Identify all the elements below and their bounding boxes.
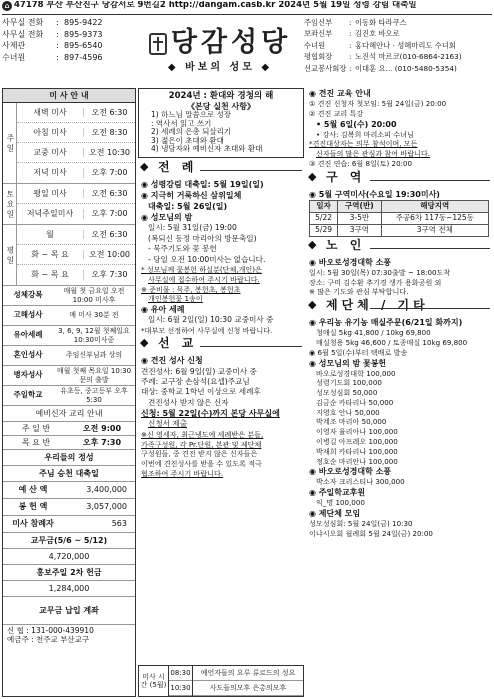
stat-label: 미사 참례자 bbox=[12, 519, 54, 529]
location-icon: ⌂ bbox=[2, 1, 12, 11]
staff bbox=[304, 63, 492, 75]
separator: : bbox=[349, 17, 352, 27]
right-column bbox=[306, 88, 492, 697]
mass-row bbox=[17, 184, 135, 204]
staff-value: 이동화 타라쿠스 bbox=[355, 17, 407, 27]
liturgy-line: ※ 준비물 : 묵주, 봉헌초, 봉헌초 bbox=[141, 284, 241, 294]
mass-time: 오전 8:30 bbox=[83, 128, 135, 137]
elder-line: ◉ 바오로성경대학 소풍 bbox=[309, 257, 392, 267]
group-line: 성모성심회 50,000 bbox=[316, 388, 378, 398]
contact-key: 수녀원 bbox=[2, 52, 26, 62]
mission-line: 대상: 중학교 1학년 이상으로 세례후 bbox=[141, 387, 261, 397]
sacrament-row bbox=[3, 326, 135, 346]
theme-title: 2024년 : 환대와 경청의 해 bbox=[168, 91, 274, 101]
section-mission: ◆ 선 교 bbox=[138, 337, 304, 355]
preparation-class: 주 일 반 bbox=[21, 423, 51, 433]
mass-name: 월 bbox=[46, 229, 54, 239]
liturgy-line: ◉ 유아 세례 bbox=[141, 305, 185, 315]
mass-row bbox=[17, 163, 135, 183]
edu-line: ① 견진 신청자 첫모임: 5월 24일(금) 20:00 bbox=[309, 99, 447, 109]
staff-value: 이대훈 요... (010-5480-5354) bbox=[355, 63, 457, 73]
mission-line: ◉ 견진 성사 신청 bbox=[141, 356, 203, 366]
staff-list bbox=[304, 17, 492, 75]
contact-list bbox=[2, 17, 136, 63]
separator: : bbox=[56, 41, 59, 51]
mass-row bbox=[17, 103, 135, 123]
edu-line: • 강사: 김복희 마리소피 수녀님 bbox=[316, 129, 414, 139]
contact bbox=[2, 29, 136, 41]
table-row bbox=[310, 212, 489, 224]
district-subtitle: ◉ 5월 구역미사(수요일 19:30미사) bbox=[309, 189, 440, 199]
separator: : bbox=[56, 18, 59, 28]
group-line: 성모성심회: 5월 24일(금) 10:30 bbox=[309, 519, 413, 529]
staff bbox=[304, 17, 492, 29]
liturgy-line: ◉ 지극히 거룩하신 삼위일체 bbox=[141, 191, 242, 201]
mass-name: 화 ~ 목 요 bbox=[31, 249, 69, 259]
stat-value: 3,057,000 bbox=[86, 502, 127, 512]
liturgy-line: 일시: 6월 2일(일) 10:30 교중미사 중 bbox=[148, 315, 274, 325]
account-line: 예금주 : 천주교 부산교구 bbox=[7, 634, 90, 644]
cross-icon bbox=[149, 33, 167, 55]
group-line: 김금순 카타리나 50,000 bbox=[316, 397, 394, 407]
staff bbox=[304, 52, 492, 64]
schedule-box bbox=[138, 665, 304, 697]
mission-line: 구성원들, 중 견진 받지 않은 신자들은 bbox=[141, 449, 258, 459]
stat-label: 봉 헌 액 bbox=[18, 502, 48, 512]
sacrament-name: 혼인성사 bbox=[13, 350, 43, 360]
sacrament-row bbox=[3, 346, 135, 366]
staff bbox=[304, 29, 492, 41]
mass-row bbox=[17, 265, 135, 285]
sacrament-row bbox=[3, 366, 135, 386]
edu-line: ③ 견진 연습: 6월 8일(토) 20:00 bbox=[309, 158, 412, 168]
edu-title: ◉ 견진 교육 안내 bbox=[309, 89, 371, 98]
mass-time: 오전 6:30 bbox=[83, 189, 135, 198]
preparation-class: 목 요 반 bbox=[21, 437, 51, 447]
account-info bbox=[3, 625, 135, 646]
sacrament-name: 병자성사 bbox=[13, 370, 43, 380]
mass-title: 미 사 안 내 bbox=[3, 89, 135, 103]
group-line: 익_명 100,000 bbox=[316, 498, 365, 508]
sacrament-row bbox=[3, 386, 135, 406]
staff-key: 선교봉사회장 bbox=[304, 63, 347, 73]
section-district: ◆ 구 역 bbox=[306, 171, 492, 189]
account-title: 교무금 납입 계좌 bbox=[3, 597, 135, 625]
contact bbox=[2, 40, 136, 52]
contact-value: 895-6540 bbox=[64, 41, 103, 51]
mass-side-label: 주 일 bbox=[3, 103, 17, 183]
staff-key: 수녀원 bbox=[304, 40, 326, 50]
section-elder: ◆ 노 인 bbox=[306, 239, 492, 257]
elder-line: 일시: 5월 30일(목) 07:30출발 ~ 18:00도착 bbox=[309, 267, 451, 277]
theme-item: 3) 젊은이 초대와 환대 bbox=[151, 135, 224, 145]
section-groups: ◆ 제단체 / 기타 bbox=[306, 299, 492, 317]
sacrament-detail: 3, 6, 9, 12월 첫째일요 10:30미사중 bbox=[58, 327, 130, 344]
staff-value: 노진석 마르코(010-6864-2163) bbox=[355, 52, 462, 62]
district-table bbox=[309, 200, 489, 237]
mass-saturday bbox=[3, 184, 135, 225]
stat-value: 563 bbox=[111, 519, 127, 529]
theme-item: 4) 냉담자와 예비신자 초대와 환대 bbox=[151, 144, 263, 154]
group-line: ◉ 바오로성경대학 소풍 bbox=[309, 467, 392, 477]
mass-time: 오후 7:00 bbox=[83, 209, 135, 218]
parish-subtitle: ◆ 바보의 성모 ◆ bbox=[167, 62, 273, 74]
mass-time: 오전 10:30 bbox=[83, 148, 135, 157]
account-line: 신 협 : 131-000-439910 bbox=[7, 626, 94, 635]
mission-line: 협조하여 주시기 바랍니다. bbox=[141, 469, 224, 479]
stat-row bbox=[3, 516, 135, 533]
theme-item: 2) 세례의 은총 되살리기 bbox=[151, 127, 232, 137]
table-cell: 5/29 bbox=[310, 224, 338, 236]
sacrament-row bbox=[3, 306, 135, 326]
parish-title: 당감성당 bbox=[140, 27, 300, 58]
group-line: 바오로성경대학 100,000 bbox=[316, 368, 396, 378]
mass-row bbox=[17, 225, 135, 245]
edu-line: *견진대상자는 의무 참석이며, 모든 bbox=[309, 139, 418, 149]
staff-value: 김진호 바오로 bbox=[355, 29, 400, 39]
group-line: 지영호 안나 50,000 bbox=[316, 407, 380, 417]
separator: : bbox=[349, 63, 352, 73]
group-line: ◉ 주일학교후원 bbox=[309, 488, 366, 498]
liturgy-line: 사무실에 접수하여 주시기 바랍니다. bbox=[148, 274, 260, 284]
table-header: 일자 bbox=[310, 200, 338, 212]
schedule-time: 10:30 bbox=[169, 681, 192, 696]
separator: : bbox=[349, 29, 352, 39]
edu-line: 신자들의 많은 관심과 참여 바랍니다. bbox=[316, 149, 431, 159]
preparation-title: 예비신자 교리 안내 bbox=[3, 406, 135, 422]
edu-line: ② 견진 교리 특강 bbox=[309, 108, 364, 118]
mass-time: 오후 7:00 bbox=[83, 168, 135, 177]
contact-key: 사무실 전화 bbox=[2, 18, 44, 28]
separator: : bbox=[56, 52, 59, 62]
staff-key: 주임신부 bbox=[304, 17, 333, 27]
mission-line: 신청서 제출 bbox=[148, 419, 188, 429]
mass-name: 저녁 미사 bbox=[33, 168, 67, 178]
mission-line: 주례: 교구장 손삼석(요셉)주교님 bbox=[141, 376, 250, 386]
group-line: ◉ 제단체 모임 bbox=[309, 509, 361, 518]
mission-line: 견진성사 받지 않은 신자 bbox=[148, 397, 229, 407]
mass-name: 평일 미사 bbox=[33, 188, 67, 198]
mass-row bbox=[17, 204, 135, 224]
schedule-time: 08:30 bbox=[169, 666, 192, 681]
sacrament-name: 성체강복 bbox=[13, 290, 43, 300]
mass-weekdays bbox=[3, 225, 135, 286]
edu-line: • 5월 6일(수) 20:00 bbox=[316, 119, 397, 129]
table-cell: 3구역 전체 bbox=[381, 224, 488, 236]
separator: : bbox=[56, 29, 59, 39]
sacrament-detail: 매월 첫째 목요일 10:30 문의 출발 bbox=[56, 367, 132, 384]
table-cell: 3-5반 bbox=[338, 212, 381, 224]
sacrament-name: 주일학교 bbox=[13, 390, 43, 400]
group-line: 박계조 마리아 50,000 bbox=[316, 417, 387, 427]
table-header: 구역(반) bbox=[338, 200, 381, 212]
sacrament-name: 유아세례 bbox=[13, 330, 43, 340]
group-line: ◉ 6월 5일(수)부터 택배로 발송 bbox=[309, 347, 408, 357]
contact bbox=[2, 17, 136, 29]
mass-name: 화 ~ 목 요 bbox=[31, 270, 69, 280]
mass-name: 저녁주일미사 bbox=[26, 209, 74, 219]
contact bbox=[2, 52, 136, 64]
preparation-row bbox=[3, 436, 135, 450]
stats-title: 우리들의 정성 bbox=[3, 450, 135, 466]
table-cell: 5/22 bbox=[310, 212, 338, 224]
mass-name: 아침 미사 bbox=[33, 127, 67, 137]
sacrament-name: 고해성사 bbox=[13, 310, 43, 320]
mission-line: 견진성사: 6월 9일(일) 교중미사 중 bbox=[141, 366, 257, 376]
group-line: 청매실 5kg 41,800 / 10kg 69,800 bbox=[316, 328, 431, 338]
logo bbox=[140, 17, 300, 85]
mass-time: 오전 6:30 bbox=[83, 108, 135, 117]
liturgy-line: *대부모 선정하여 사무실에 신청 바랍니다. bbox=[141, 325, 273, 335]
stat-row bbox=[3, 482, 135, 499]
theme-item: 1) 하느님 말씀으로 성장 bbox=[151, 109, 232, 119]
mass-row bbox=[17, 245, 135, 265]
separator: : bbox=[349, 40, 352, 50]
table-row bbox=[310, 224, 489, 236]
liturgy-line: (복되신 동정 마리아의 방문축일) bbox=[148, 233, 257, 243]
mass-row bbox=[17, 123, 135, 143]
group-line: 정호순 마리안나 100,000 bbox=[316, 456, 398, 466]
sacrament-row bbox=[3, 286, 135, 306]
liturgy-line: 일시: 5월 31일(금) 19:00 bbox=[148, 223, 237, 233]
mass-sunday bbox=[3, 103, 135, 184]
mission-line: 가족구성원, 각 Pr.단원, 본관 및 제단체 bbox=[141, 439, 262, 449]
liturgy-line: 개인봉헌꽃 1송이 bbox=[148, 294, 203, 304]
mass-time: 오전 10:00 bbox=[83, 250, 135, 259]
stats-subtitle: 주님 승천 대축일 bbox=[3, 466, 135, 482]
fund-title: 교무금(5/6 ~ 5/12) bbox=[3, 533, 135, 549]
liturgy-line: ◉ 성모님의 밤 bbox=[141, 213, 193, 223]
group-line: ◉ 우리농 유기농 매실주문(6/21일 화까지) bbox=[309, 318, 463, 328]
contact-key: 사제관 bbox=[2, 41, 26, 51]
table-cell: 3구역 bbox=[338, 224, 381, 236]
liturgy-line: * 성모님께 꽃봉헌 하실분(단체,개인)은 bbox=[141, 265, 262, 275]
preparation-row bbox=[3, 422, 135, 436]
mission-line: ※신 영세자, 최근냉도에 세례받은 분들, bbox=[141, 429, 264, 439]
sacrament-detail: 매월 첫 금요일 오전 10:00 미사후 bbox=[63, 287, 125, 304]
staff-value: 홍다혜안나 · 성혜마리도 수녀회 bbox=[355, 40, 456, 50]
schedule-label: 미사 시간 (5월) bbox=[139, 666, 169, 696]
staff bbox=[304, 40, 492, 52]
schedule-text: 사도들의모후 은총의모후 bbox=[193, 681, 303, 696]
stat-value: 3,400,000 bbox=[86, 485, 127, 495]
fund-value: 4,720,000 bbox=[3, 549, 135, 565]
group-line: ◉ 성모님의 밤 꽃봉헌 bbox=[309, 358, 387, 368]
separator: : bbox=[349, 52, 352, 62]
contact-value: 897-4596 bbox=[64, 52, 103, 62]
mass-side-label: 평 일 bbox=[3, 225, 17, 285]
contact-key: 사무실 전화 bbox=[2, 29, 44, 39]
stat-row bbox=[3, 499, 135, 516]
elder-line: ※ 많은 기도와 관심 부탁합니다. bbox=[309, 287, 409, 297]
staff-key: 평협회장 bbox=[304, 52, 333, 62]
group-line: 이영자 율리아나 100,000 bbox=[316, 427, 398, 437]
sacrament-detail: 유초등, 중고등부 오후 5:30 bbox=[60, 387, 128, 404]
group-line: 성령기도회 100,000 bbox=[316, 378, 382, 388]
liturgy-line: 대축일: 5월 26일(일) bbox=[148, 202, 228, 212]
mass-name: 새벽 미사 bbox=[33, 107, 67, 117]
left-column bbox=[2, 88, 136, 697]
second-collection-title: 홍보주일 2차 헌금 bbox=[3, 565, 135, 581]
liturgy-line: - 묵주기도와 꽃 봉헌 bbox=[148, 244, 217, 254]
mass-time: 오전 6:30 bbox=[83, 230, 135, 239]
mission-line: 신청: 5월 22일(수)까지 본당 사무실에 bbox=[141, 409, 280, 419]
contact-value: 895-9373 bbox=[64, 29, 103, 39]
mass-name: 교중 미사 bbox=[33, 147, 67, 157]
mass-time: 오후 7:30 bbox=[83, 270, 135, 279]
stat-label: 예 산 액 bbox=[18, 485, 48, 495]
liturgy-line: ◉ 성령강림 대축일: 5월 19일(일) bbox=[141, 180, 264, 190]
middle-column bbox=[138, 88, 304, 697]
second-collection-value: 1,284,000 bbox=[3, 581, 135, 597]
sacrament-detail: 매 미사 30분 전 bbox=[69, 311, 119, 320]
address-text: 47178 부산 부산진구 당감서로 9번길2 http://dangam.casb.kr 2024년 5월 19일 성령 강림 대축일 bbox=[14, 1, 417, 10]
mass-side-label: 토 요 일 bbox=[3, 184, 17, 224]
liturgy-line: - 당일 오전 10:00미사는 없습니다. bbox=[148, 254, 266, 264]
table-header: 해당지역 bbox=[381, 200, 488, 212]
theme-box bbox=[138, 88, 304, 158]
staff-key: 보좌신부 bbox=[304, 29, 333, 39]
preparation-time: 오후 7:30 bbox=[82, 437, 122, 447]
group-line: 박소자 크리스티나 300,000 bbox=[316, 477, 405, 487]
mass-row bbox=[17, 143, 135, 163]
preparation-time: 오전 9:00 bbox=[82, 423, 122, 433]
sacrament-detail: 주임신부님과 상의 bbox=[65, 351, 123, 360]
schedule-text: 예언자들의 요루 류르드의 성요 bbox=[193, 666, 303, 681]
mission-line: 이번에 견진성사를 받을 수 있도록 적극 bbox=[141, 459, 262, 469]
elder-line: 장소: 구미 김수환 추기경 생가 용화공원 외 bbox=[309, 277, 442, 287]
address-bar bbox=[2, 1, 492, 15]
group-line: 이병길 아프레오 100,000 bbox=[316, 437, 398, 447]
group-line: 매실청용 5kg 46,600 / 토종매실 10kg 69,800 bbox=[316, 337, 468, 347]
group-line: 이냐시오회 월례회 5월 24일(금) 20:00 bbox=[309, 528, 433, 538]
theme-item: : 역사서 읽고 쓰기 bbox=[151, 118, 212, 128]
section-liturgy: ◆ 전 례 bbox=[138, 161, 304, 179]
table-cell: 주공6차 117동~125동 bbox=[381, 212, 488, 224]
group-line: 박재희 카타리나 100,000 bbox=[316, 446, 398, 456]
contact-value: 895-9422 bbox=[64, 18, 103, 28]
theme-subtitle: 《본당 실천 사항》 bbox=[187, 101, 255, 111]
